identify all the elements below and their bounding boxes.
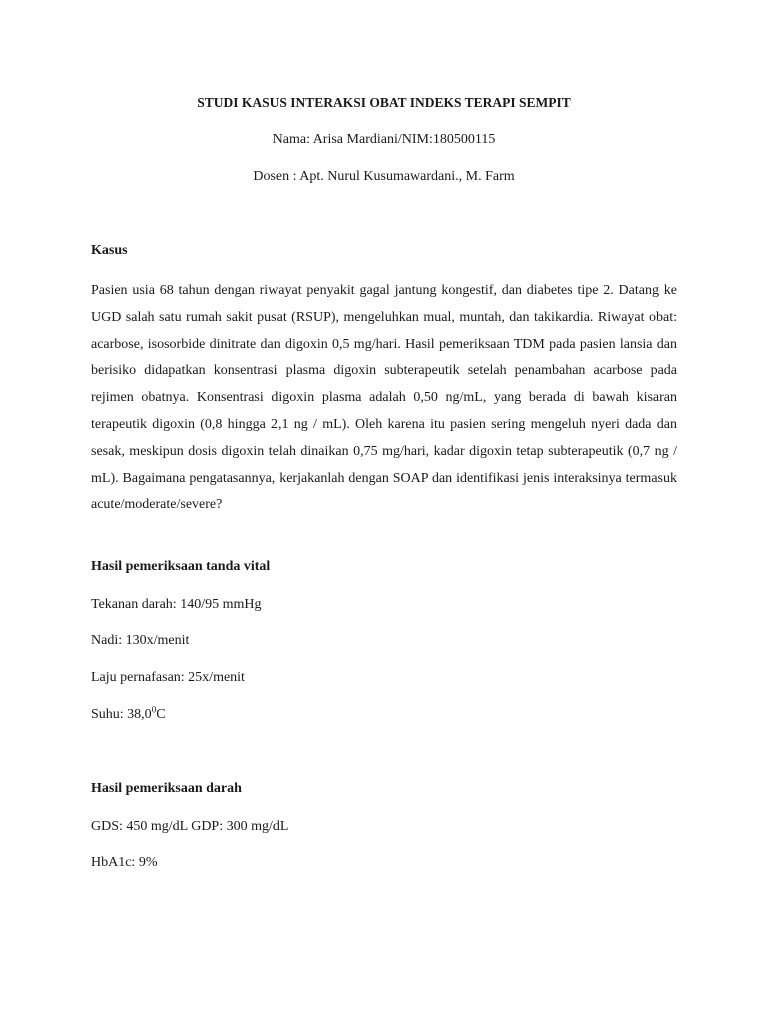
vital-blood-pressure: Tekanan darah: 140/95 mmHg	[91, 597, 262, 612]
temperature-value: Suhu: 38,0	[91, 707, 152, 722]
temperature-degree: 0	[151, 704, 157, 715]
temperature-unit: C	[156, 707, 166, 722]
case-heading: Kasus	[91, 243, 128, 258]
author-line: Nama: Arisa Mardiani/NIM:180500115	[272, 132, 496, 147]
blood-heading: Hasil pemeriksaan darah	[91, 781, 242, 796]
vital-temperature	[91, 706, 166, 724]
blood-hba1c: HbA1c: 9%	[91, 855, 158, 870]
vitals-heading: Hasil pemeriksaan tanda vital	[91, 559, 271, 574]
vital-pulse: Nadi: 130x/menit	[91, 633, 190, 648]
case-paragraph: Pasien usia 68 tahun dengan riwayat penyakit gagal jantung kongestif, dan diabetes tipe 2. Datang ke UGD salah satu rumah sakit pusat (RSUP), mengeluhkan mual, muntah, dan takikardia. Riwayat obat: acarbose, isosorbide dinitrate dan digoxin 0,5 mg/hari. Hasil pemeriksaan TDM pada pasien lansia dan berisiko didapatkan konsentrasi plasma digoxin subterapeutik setelah penambahan acarbose pada rejimen obatnya. Konsentrasi digoxin plasma adalah 0,50 ng/mL, yang berada di bawah kisaran terapeutik digoxin (0,8 hingga 2,1 ng / mL). Oleh karena itu pasien sering mengeluh nyeri dada dan sesak, meskipun dosis digoxin telah dinaikan 0,75 mg/hari, kadar digoxin tetap subterapeutik (0,7 ng / mL). Bagaimana pengatasannya, kerjakanlah dengan SOAP dan identifikasi jenis interaksinya termasuk acute/moderate/severe?	[91, 283, 677, 513]
document-title: STUDI KASUS INTERAKSI OBAT INDEKS TERAPI SEMPIT	[197, 95, 571, 110]
blood-glucose: GDS: 450 mg/dL GDP: 300 mg/dL	[91, 819, 289, 834]
vital-respiration: Laju pernafasan: 25x/menit	[91, 670, 245, 685]
lecturer-line: Dosen : Apt. Nurul Kusumawardani., M. Farm	[253, 169, 515, 184]
